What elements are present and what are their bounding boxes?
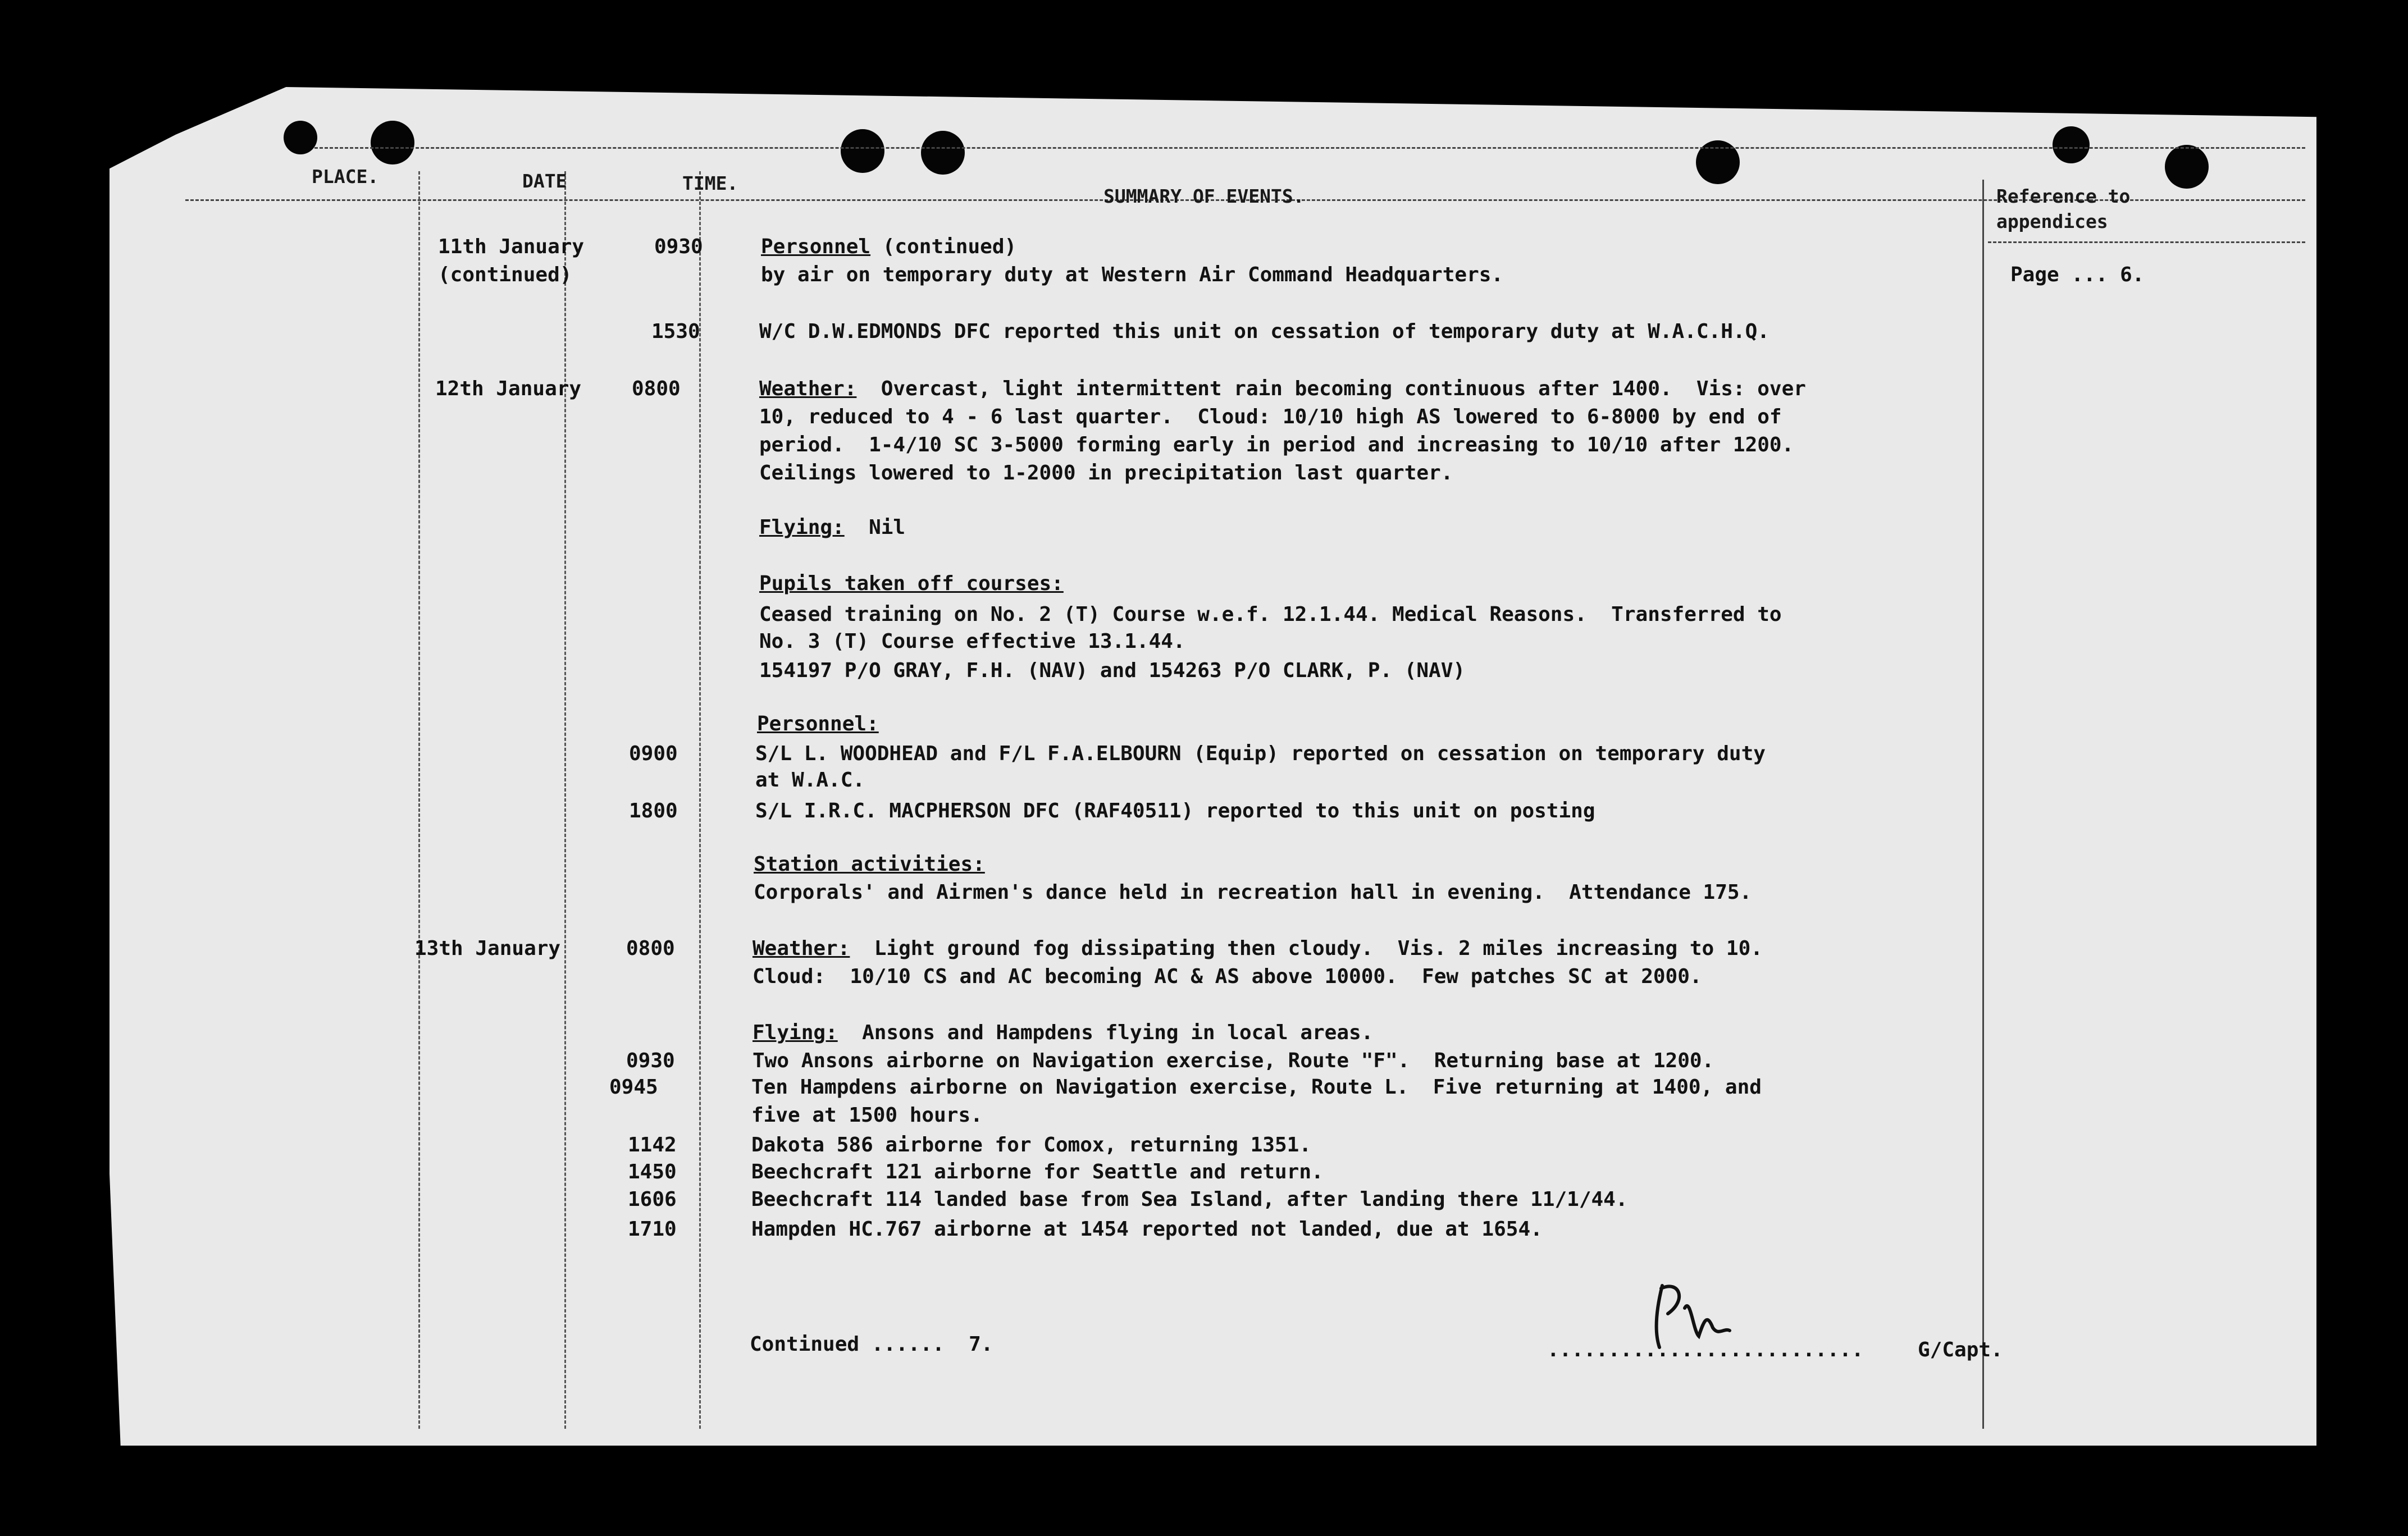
summary-line: Weather: Light ground fog dissipating then cloudy. Vis. 2 miles increasing to 10. [752, 937, 1763, 960]
summary-line: S/L L. WOODHEAD and F/L F.A.ELBOURN (Equip) reported on cessation on temporary duty [755, 742, 1766, 765]
entry-date: 11th January [438, 235, 585, 258]
entry-time: 0800 [626, 937, 675, 960]
entry-time: 1606 [628, 1188, 677, 1211]
column-rule-place [418, 171, 420, 1429]
reference-header-rule [1988, 241, 2305, 243]
entry-time: 0930 [654, 235, 703, 258]
entry-time: 1450 [628, 1160, 677, 1183]
header-reference: Reference to [1996, 185, 2131, 207]
column-rule-reference [1982, 180, 1984, 1429]
entry-date: 12th January [435, 377, 582, 400]
section-heading: Pupils taken off courses: [759, 572, 1064, 595]
summary-line: Weather: Overcast, light intermittent rain becoming continuous after 1400. Vis: over [759, 377, 1806, 400]
punch-hole [2053, 126, 2090, 163]
summary-line [757, 710, 879, 738]
summary-line: Flying: Ansons and Hampdens flying in local areas. [752, 1021, 1374, 1044]
summary-line: Dakota 586 airborne for Comox, returning 1351. [751, 1133, 1311, 1156]
column-rule-date [564, 171, 566, 1429]
summary-line: 154197 P/O GRAY, F.H. (NAV) and 154263 P/O CLARK, P. (NAV) [759, 659, 1466, 682]
entry-time: 1530 [651, 320, 700, 343]
summary-line: Personnel (continued) [761, 235, 1017, 258]
entry-time: 0800 [632, 377, 681, 400]
section-heading: Station activities: [754, 853, 985, 876]
section-heading: Weather: [752, 937, 850, 960]
summary-line: Beechcraft 121 airborne for Seattle and return. [751, 1160, 1324, 1183]
signature-line: .......................... [1547, 1338, 1864, 1361]
summary-line [759, 570, 1064, 598]
summary-line: S/L I.R.C. MACPHERSON DFC (RAF40511) reported to this unit on posting [755, 799, 1595, 822]
section-heading: Weather: [759, 377, 857, 400]
summary-line: Two Ansons airborne on Navigation exercise, Route "F". Returning base at 1200. [752, 1049, 1714, 1072]
summary-line: Corporals' and Airmen's dance held in recreation hall in evening. Attendance 175. [754, 881, 1752, 904]
entry-time: 1142 [628, 1133, 677, 1156]
summary-line: Ceilings lowered to 1-2000 in precipitation last quarter. [759, 461, 1453, 484]
header-top-rule [314, 147, 2305, 149]
column-rule-time [699, 171, 701, 1429]
entry-time: 0900 [629, 742, 678, 765]
summary-line: 10, reduced to 4 - 6 last quarter. Cloud: 10/10 high AS lowered to 6-8000 by end of [759, 405, 1782, 428]
punch-hole [841, 129, 884, 173]
header-summary: SUMMARY OF EVENTS. [1103, 185, 1305, 207]
summary-line: five at 1500 hours. [751, 1104, 983, 1127]
summary-line: Cloud: 10/10 CS and AC becoming AC & AS above 10000. Few patches SC at 2000. [752, 965, 1702, 988]
summary-line: Ceased training on No. 2 (T) Course w.e.f. 12.1.44. Medical Reasons. Transferred to [759, 603, 1782, 626]
signatory-rank: G/Capt. [1918, 1338, 2003, 1361]
summary-line [754, 851, 985, 879]
header-date: DATE [522, 170, 567, 192]
punch-hole [921, 131, 965, 175]
summary-line: at W.A.C. [755, 769, 865, 792]
summary-line: Ten Hampdens airborne on Navigation exercise, Route L. Five returning at 1400, and [751, 1076, 1762, 1099]
punch-hole [284, 121, 317, 154]
section-heading: Personnel [761, 235, 871, 258]
summary-line: W/C D.W.EDMONDS DFC reported this unit on cessation of temporary duty at W.A.C.H.Q. [759, 320, 1769, 343]
summary-line: by air on temporary duty at Western Air Command Headquarters. [761, 263, 1504, 286]
handwritten-signature [1645, 1274, 1746, 1353]
summary-line: Beechcraft 114 landed base from Sea Island, after landing there 11/1/44. [751, 1188, 1628, 1211]
header-reference-2: appendices [1996, 211, 2108, 232]
entry-time: 0930 [626, 1049, 675, 1072]
entry-date: (continued) [438, 263, 572, 286]
continued-note: Continued ...... 7. [750, 1333, 993, 1356]
section-heading: Flying: [752, 1021, 838, 1044]
entry-time: 1710 [628, 1218, 677, 1241]
punch-hole [2165, 145, 2209, 189]
section-heading: Personnel: [757, 712, 879, 735]
summary-line: No. 3 (T) Course effective 13.1.44. [759, 630, 1185, 653]
header-place: PLACE. [312, 166, 379, 188]
summary-line: Flying: Nil [759, 516, 906, 539]
entry-time: 0945 [609, 1076, 658, 1099]
appendix-reference: Page ... 6. [2010, 263, 2145, 286]
header-time: TIME. [682, 172, 738, 194]
summary-line: Hampden HC.767 airborne at 1454 reported not landed, due at 1654. [751, 1218, 1543, 1241]
punch-hole [371, 121, 414, 164]
summary-line: period. 1-4/10 SC 3-5000 forming early in period and increasing to 10/10 after 1200. [759, 433, 1794, 456]
entry-time: 1800 [629, 799, 678, 822]
section-heading: Flying: [759, 516, 845, 539]
entry-date: 13th January [414, 937, 561, 960]
